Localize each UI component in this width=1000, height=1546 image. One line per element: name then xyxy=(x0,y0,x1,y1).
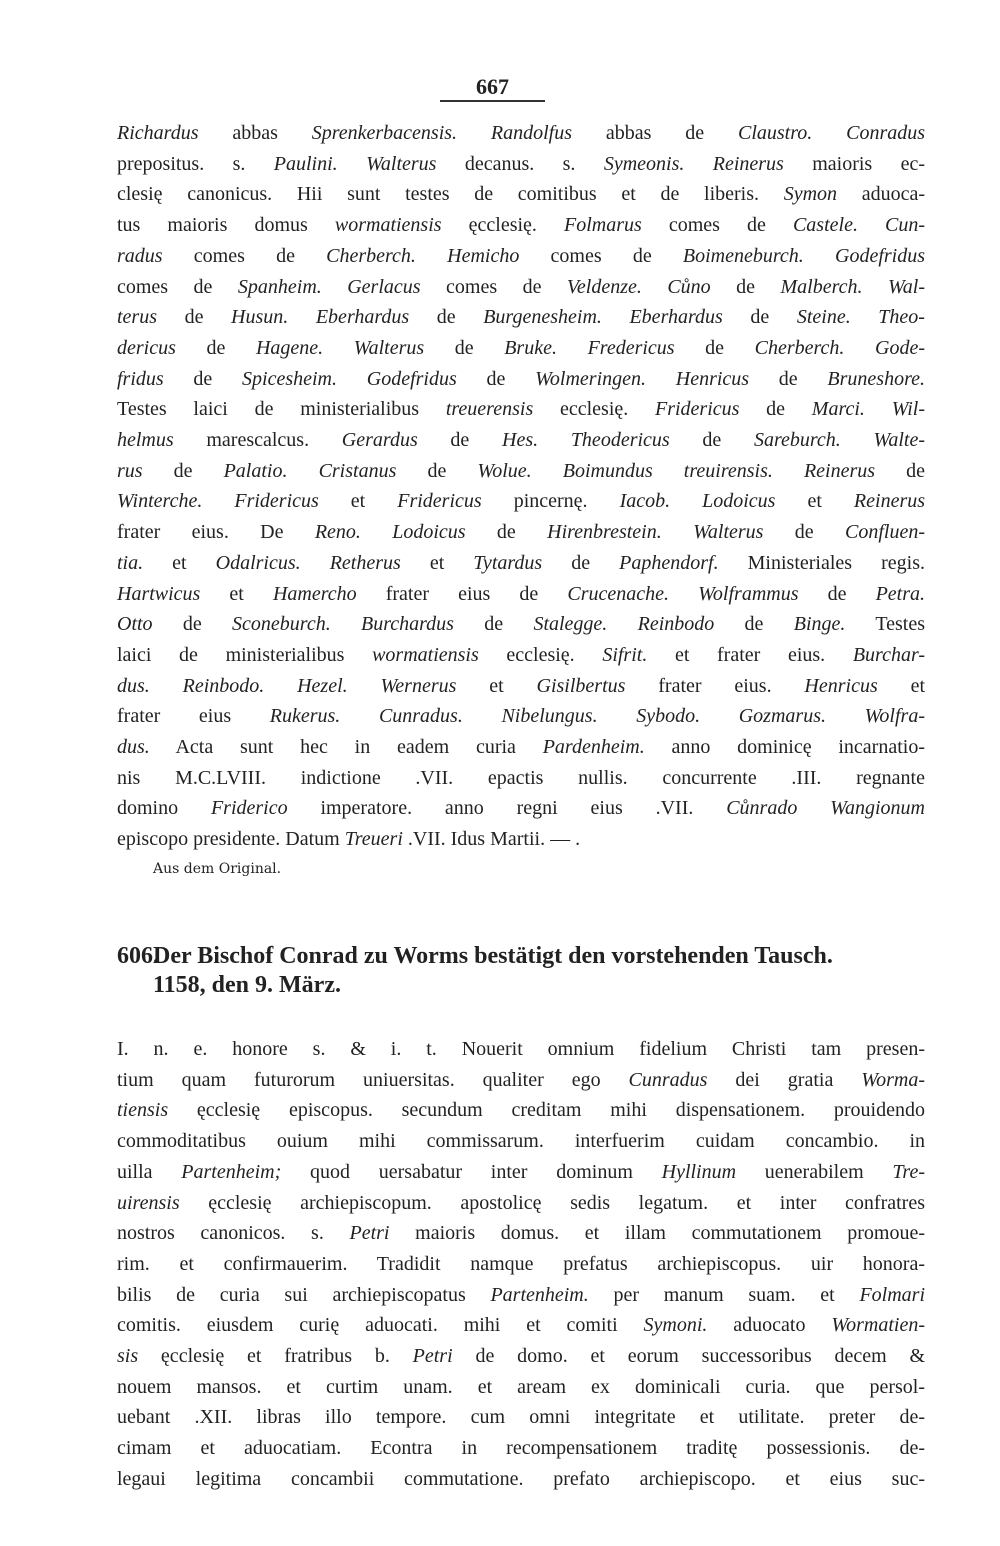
italic-name: Reinbodo. xyxy=(182,674,265,697)
text-segment: abbas de xyxy=(572,122,738,144)
italic-name: dericus xyxy=(117,336,176,359)
text-segment xyxy=(322,276,347,298)
italic-name: Wernerus xyxy=(380,674,457,697)
text-segment xyxy=(288,306,316,328)
text-segment: episcopo presidente. Datum xyxy=(117,828,345,851)
text-segment: bilis de curia sui archiepiscopatus xyxy=(117,1283,491,1306)
text-segment: nouem mansos. et curtim unam. et aream ex dominicali curia. que persol- xyxy=(117,1375,925,1398)
italic-name: Hezel. xyxy=(297,674,348,697)
italic-name: Theo- xyxy=(878,306,925,329)
italic-name: Walte- xyxy=(873,429,925,452)
text-segment: quod uersabatur inter dominum xyxy=(281,1160,662,1183)
italic-name: radus xyxy=(117,244,163,267)
document-title: Der Bischof Conrad zu Worms bestätigt den vorstehenden Tausch. xyxy=(153,943,833,969)
italic-name: Reinbodo xyxy=(637,613,715,636)
text-line xyxy=(117,763,925,794)
italic-name: wormatiensis xyxy=(372,643,479,666)
text-segment: aduocato xyxy=(707,1314,832,1337)
text-segment xyxy=(463,705,502,727)
text-line xyxy=(117,364,925,395)
text-line xyxy=(117,1034,925,1065)
text-segment: et xyxy=(775,490,854,513)
italic-name: Hamercho xyxy=(272,582,357,605)
text-line xyxy=(117,793,925,824)
italic-name: Confluen- xyxy=(845,521,925,544)
italic-name: Claustro. xyxy=(737,122,813,144)
text-segment: de domo. et eorum successoribus decem & xyxy=(452,1345,926,1368)
text-segment: ęcclesię episcopus. secundum creditam mihi dispensationem. prouidendo xyxy=(168,1099,925,1122)
document-number: 606. xyxy=(117,943,159,969)
text-line xyxy=(117,671,925,702)
charter-text xyxy=(117,1034,925,1495)
italic-name: Burgenesheim. xyxy=(483,306,602,329)
text-segment: de xyxy=(417,429,502,452)
page-number-rule xyxy=(440,100,545,102)
text-segment xyxy=(865,398,892,420)
italic-name: dus. xyxy=(117,736,150,759)
text-segment: I. n. e. honore s. & i. t. Nouerit omnium fidelium Christi tam presen- xyxy=(117,1038,925,1060)
text-line xyxy=(117,179,925,210)
text-segment: comes de xyxy=(519,244,683,267)
italic-name: Reinerus xyxy=(803,459,876,482)
text-segment: nis M.C.LVIII. indictione .VII. epactis nullis. concurrente .III. regnante xyxy=(117,766,925,789)
italic-name: Worma- xyxy=(861,1068,925,1091)
text-line xyxy=(117,609,925,640)
italic-name: Godefridus xyxy=(366,367,457,390)
text-segment: ęcclesię et fratribus b. xyxy=(138,1345,413,1368)
text-segment: de xyxy=(722,306,797,329)
text-segment: Acta sunt hec in eadem curia xyxy=(149,736,543,759)
italic-name: Randolfus xyxy=(490,122,573,144)
text-line xyxy=(117,1095,925,1126)
text-segment: ęcclesię. xyxy=(441,214,564,237)
text-segment xyxy=(773,460,804,482)
italic-name: fridus xyxy=(117,367,164,390)
text-line xyxy=(117,732,925,763)
italic-name: Walterus xyxy=(693,521,764,544)
text-segment: et frater eius. xyxy=(647,643,853,666)
text-segment xyxy=(323,337,354,359)
text-segment xyxy=(812,122,846,144)
italic-name: Paphendorf. xyxy=(619,551,719,574)
text-line xyxy=(117,1218,925,1249)
italic-name: Burchar- xyxy=(852,643,925,666)
text-segment: et xyxy=(400,551,474,574)
italic-name: Spanheim. xyxy=(237,275,322,298)
text-segment: anno dominicę incarnatio- xyxy=(644,736,925,759)
text-segment xyxy=(863,276,888,298)
italic-name: Gode- xyxy=(875,336,926,359)
text-segment: de xyxy=(674,336,755,359)
italic-name: Godefridus xyxy=(835,244,925,267)
italic-name: Wal- xyxy=(887,275,925,298)
italic-name: rus xyxy=(117,459,143,482)
italic-name: Husun. xyxy=(231,306,289,329)
italic-name: Eberhardus xyxy=(629,306,723,329)
italic-name: Wil- xyxy=(891,398,926,421)
text-line xyxy=(117,486,925,517)
text-segment: comitis. eiusdem curię aduocati. mihi et comiti xyxy=(117,1314,644,1337)
text-segment: laici de ministerialibus xyxy=(117,643,373,666)
italic-name: Retherus xyxy=(329,551,401,574)
text-segment: commoditatibus ouium mihi commissarum. interfuerim cuidam concambio. in xyxy=(117,1130,925,1153)
italic-name: Hemicho xyxy=(447,244,520,267)
italic-name: Stalegge. xyxy=(533,613,608,636)
text-segment xyxy=(557,337,588,359)
text-line xyxy=(117,272,925,303)
text-segment: comes de xyxy=(420,275,567,298)
text-segment: et xyxy=(143,551,216,574)
text-segment: et xyxy=(200,582,273,605)
italic-name: Symeonis. xyxy=(603,152,685,175)
italic-name: Fridericus xyxy=(397,490,482,513)
text-segment xyxy=(532,460,563,482)
italic-name: Gisilbertus xyxy=(536,674,626,697)
text-segment: de xyxy=(163,367,243,390)
text-segment: de xyxy=(175,336,256,359)
italic-name: Fridericus xyxy=(234,490,319,513)
text-segment: ecclesię. xyxy=(478,643,603,666)
text-segment: de xyxy=(396,459,478,482)
italic-name: Steine. xyxy=(796,306,851,329)
text-line xyxy=(117,241,925,272)
text-segment: de xyxy=(453,613,534,636)
italic-name: Gerlacus xyxy=(347,275,421,298)
text-line xyxy=(117,1249,925,1280)
italic-name: Fredericus xyxy=(587,336,675,359)
text-segment xyxy=(700,705,739,727)
italic-name: Nibelungus. xyxy=(501,705,598,728)
italic-name: Gozmarus. xyxy=(738,705,826,728)
italic-name: Folmarus xyxy=(563,214,642,237)
text-line xyxy=(117,1188,925,1219)
text-segment: de xyxy=(798,582,876,605)
italic-name: Wolue. xyxy=(477,459,532,482)
text-segment: tus maioris domus xyxy=(117,214,335,237)
text-segment: de xyxy=(424,336,505,359)
italic-name: Boimundus treuirensis. xyxy=(562,459,773,482)
italic-name: Henricus xyxy=(675,367,750,390)
italic-name: Iacob. xyxy=(619,490,671,513)
charter-text-continued xyxy=(117,118,925,855)
text-segment: de xyxy=(152,613,233,636)
italic-name: Lodoicus xyxy=(392,521,466,544)
text-segment: tium quam futurorum uniuersitas. qualiter ego xyxy=(117,1068,629,1091)
italic-name: sis xyxy=(117,1345,139,1368)
text-segment: de xyxy=(710,275,781,298)
italic-name: Crucenache. xyxy=(567,582,670,605)
italic-name: terus xyxy=(117,306,157,329)
italic-name: Eberhardus xyxy=(315,306,410,329)
text-line xyxy=(117,1065,925,1096)
text-segment: et xyxy=(318,490,398,513)
italic-name: Sconeburch. xyxy=(232,613,331,636)
text-segment: uilla xyxy=(117,1160,182,1183)
text-segment xyxy=(858,214,885,236)
italic-name: Bruneshore. xyxy=(827,367,925,390)
text-segment: de xyxy=(465,521,548,544)
italic-name: Burchardus xyxy=(361,613,454,636)
italic-name: Pardenheim. xyxy=(542,736,645,759)
text-segment xyxy=(826,705,865,727)
text-segment: de xyxy=(714,613,794,636)
text-segment: de xyxy=(542,551,620,574)
text-segment: de xyxy=(142,459,224,482)
text-segment: frater eius. De xyxy=(117,521,315,544)
italic-name: Cristanus xyxy=(318,459,397,482)
italic-name: Bruke. xyxy=(504,336,557,359)
text-line xyxy=(117,701,925,732)
text-segment: uebant .XII. libras illo tempore. cum omni integritate et utilitate. preter de- xyxy=(117,1406,925,1429)
text-segment xyxy=(348,675,381,697)
text-segment: nostros canonicos. s. xyxy=(117,1222,350,1245)
italic-name: Cůnrado Wangionum xyxy=(726,797,925,820)
text-line xyxy=(117,302,925,333)
text-segment xyxy=(301,552,330,574)
italic-name: Gerardus xyxy=(341,429,418,452)
text-line xyxy=(117,149,925,180)
text-segment: decanus. s. xyxy=(436,152,604,175)
text-segment xyxy=(538,429,571,451)
text-line xyxy=(117,579,925,610)
text-segment: cimam et aduocatiam. Econtra in recompensationem traditę possessionis. de- xyxy=(117,1437,925,1460)
italic-name: Veldenze. xyxy=(566,275,642,298)
text-segment: maioris domus. et illam commutationem promoue- xyxy=(389,1222,925,1245)
italic-name: Hagene. xyxy=(255,336,324,359)
text-segment xyxy=(851,306,879,328)
text-segment: de xyxy=(669,429,754,452)
italic-name: Wolfra- xyxy=(864,705,925,728)
italic-name: Sifrit. xyxy=(602,643,648,666)
text-segment xyxy=(607,613,637,635)
italic-name: Hes. xyxy=(502,429,539,452)
italic-name: Rukerus. xyxy=(269,705,341,728)
text-line xyxy=(117,333,925,364)
italic-name: Sprenkerbacensis. xyxy=(311,122,458,144)
text-segment: Ministeriales regis. xyxy=(718,551,925,574)
text-segment xyxy=(457,122,491,144)
italic-name: Binge. xyxy=(793,613,846,636)
italic-name: Hartwicus xyxy=(117,582,201,605)
text-segment: dei gratia xyxy=(707,1068,862,1091)
text-segment xyxy=(598,705,637,727)
text-segment: Testes laici de ministerialibus xyxy=(117,398,446,421)
italic-name: Walterus xyxy=(366,152,437,175)
italic-name: Marci. xyxy=(811,398,865,421)
text-segment xyxy=(361,521,392,543)
text-segment: et xyxy=(456,674,537,697)
text-segment: de xyxy=(409,306,484,329)
text-segment: comes de xyxy=(117,275,238,298)
italic-name: Malberch. xyxy=(780,275,863,298)
text-segment xyxy=(662,521,693,543)
italic-name: helmus xyxy=(117,429,174,452)
italic-name: Sareburch. xyxy=(753,429,841,452)
text-line xyxy=(117,1341,925,1372)
italic-name: Odalricus. xyxy=(215,551,301,574)
text-segment: frater eius xyxy=(117,705,270,728)
italic-name: Friderico xyxy=(210,797,288,820)
text-segment: de xyxy=(875,459,925,482)
italic-name: Cherberch. xyxy=(326,244,416,267)
text-segment xyxy=(841,429,874,451)
italic-name: uirensis xyxy=(117,1191,180,1214)
text-segment: abbas xyxy=(198,122,312,144)
text-segment: frater eius de xyxy=(356,582,568,605)
italic-name: Sybodo. xyxy=(636,705,701,728)
italic-name: Reno. xyxy=(314,521,361,544)
text-segment: et xyxy=(877,674,926,697)
italic-name: Reinerus xyxy=(853,490,926,513)
italic-name: Cunradus xyxy=(628,1068,708,1091)
italic-name: Boimeneburch. xyxy=(682,244,804,267)
text-line xyxy=(117,1402,925,1433)
text-line xyxy=(117,1310,925,1341)
text-line xyxy=(117,425,925,456)
italic-name: Cunradus. xyxy=(378,705,463,728)
text-segment: ęcclesię archiepiscopum. apostolicę sedis legatum. et inter confratres xyxy=(179,1191,925,1214)
italic-name: Paulini. xyxy=(273,152,338,175)
italic-name: dus. xyxy=(117,674,150,697)
italic-name: Cun- xyxy=(885,214,926,237)
italic-name: treuerensis xyxy=(445,398,534,421)
text-segment: per manum suam. et xyxy=(588,1283,860,1306)
italic-name: Otto xyxy=(117,613,153,636)
italic-name: tiensis xyxy=(117,1099,169,1122)
text-segment xyxy=(337,368,367,390)
text-segment: imperatore. anno regni eius .VII. xyxy=(287,797,727,820)
text-line xyxy=(117,1433,925,1464)
italic-name: Winterche. xyxy=(117,490,203,513)
text-segment: uenerabilem xyxy=(736,1160,893,1183)
italic-name: Petra. xyxy=(875,582,925,605)
text-segment: de xyxy=(739,398,812,421)
text-segment xyxy=(264,675,297,697)
text-line xyxy=(117,456,925,487)
italic-name: tia. xyxy=(117,551,144,574)
italic-name: Conradus xyxy=(846,122,926,144)
text-line xyxy=(117,517,925,548)
italic-name: Wolframmus xyxy=(698,582,799,605)
text-line xyxy=(117,210,925,241)
text-segment xyxy=(684,153,712,175)
italic-name: Cůno xyxy=(667,275,711,298)
text-segment xyxy=(670,490,702,512)
document-date: 1158, den 9. März. xyxy=(153,972,341,998)
text-segment: Testes xyxy=(845,613,926,636)
text-line xyxy=(117,118,925,149)
text-segment xyxy=(844,337,875,359)
text-segment xyxy=(150,675,183,697)
text-segment: de xyxy=(763,521,845,544)
italic-name: Hyllinum xyxy=(661,1160,737,1183)
text-line xyxy=(117,824,925,855)
italic-name: Reinerus xyxy=(712,152,784,175)
text-segment: marescalcus. xyxy=(173,429,342,452)
document-heading xyxy=(117,942,937,1000)
text-segment xyxy=(340,705,379,727)
text-segment: domino xyxy=(117,797,211,820)
italic-name: Treueri xyxy=(344,828,403,851)
text-segment xyxy=(287,460,318,482)
italic-name: Theodericus xyxy=(570,429,670,452)
italic-name: Tre- xyxy=(892,1160,925,1183)
text-segment: aduoca- xyxy=(837,183,925,206)
italic-name: Symoni. xyxy=(643,1314,708,1337)
text-segment: prepositus. s. xyxy=(117,152,274,175)
text-segment: comes de xyxy=(162,244,327,267)
italic-name: Fridericus xyxy=(655,398,740,421)
text-segment xyxy=(202,490,234,512)
italic-name: wormatiensis xyxy=(334,214,442,237)
text-segment: clesię canonicus. Hii sunt testes de comitibus et de liberis. xyxy=(117,183,784,206)
text-segment xyxy=(416,245,447,267)
italic-name: Walterus xyxy=(353,336,425,359)
text-line xyxy=(117,1464,925,1495)
italic-name: Wormatien- xyxy=(831,1314,926,1337)
italic-name: Partenheim; xyxy=(181,1160,282,1183)
text-line xyxy=(117,548,925,579)
text-line xyxy=(117,1157,925,1188)
text-segment xyxy=(338,153,366,175)
italic-name: Palatio. xyxy=(223,459,288,482)
text-segment: de xyxy=(157,306,232,329)
text-line xyxy=(117,1280,925,1311)
text-line xyxy=(117,640,925,671)
text-segment xyxy=(646,368,676,390)
text-segment xyxy=(331,613,361,635)
italic-name: Wolmeringen. xyxy=(535,367,647,390)
text-segment: rim. et confirmauerim. Tradidit namque prefatus archiepiscopus. uir honora- xyxy=(117,1252,925,1275)
source-note: Aus dem Original. xyxy=(153,861,282,877)
text-segment: ecclesię. xyxy=(533,398,655,421)
text-segment xyxy=(804,245,835,267)
text-segment xyxy=(669,583,698,605)
text-segment: .VII. Idus Martii. — . xyxy=(402,828,581,851)
text-line xyxy=(117,1372,925,1403)
italic-name: Henricus xyxy=(804,674,878,697)
italic-name: Hirenbrestein. xyxy=(547,521,662,544)
italic-name: Petri xyxy=(412,1345,453,1368)
italic-name: Folmari xyxy=(859,1283,925,1306)
italic-name: Partenheim. xyxy=(490,1283,589,1306)
text-segment xyxy=(602,306,630,328)
italic-name: Lodoicus xyxy=(702,490,776,513)
text-segment: legaui legitima concambii commutatione. prefato archiepiscopo. et eius suc- xyxy=(117,1467,925,1490)
text-segment: frater eius. xyxy=(625,674,805,697)
italic-name: Symon xyxy=(783,183,838,206)
text-segment xyxy=(642,276,667,298)
text-segment: de xyxy=(456,367,536,390)
italic-name: Petri xyxy=(349,1222,390,1245)
italic-name: Castele. xyxy=(792,214,858,237)
text-line xyxy=(117,394,925,425)
italic-name: Tytardus xyxy=(473,551,543,574)
italic-name: Richardus xyxy=(117,122,199,144)
text-segment: comes de xyxy=(641,214,793,237)
text-line xyxy=(117,1126,925,1157)
italic-name: Spicesheim. xyxy=(242,367,338,390)
text-segment: pincernę. xyxy=(481,490,620,513)
text-segment: maioris ec- xyxy=(783,152,926,175)
page-number: 667 xyxy=(476,74,509,99)
text-segment: de xyxy=(749,367,828,390)
italic-name: Cherberch. xyxy=(754,336,845,359)
